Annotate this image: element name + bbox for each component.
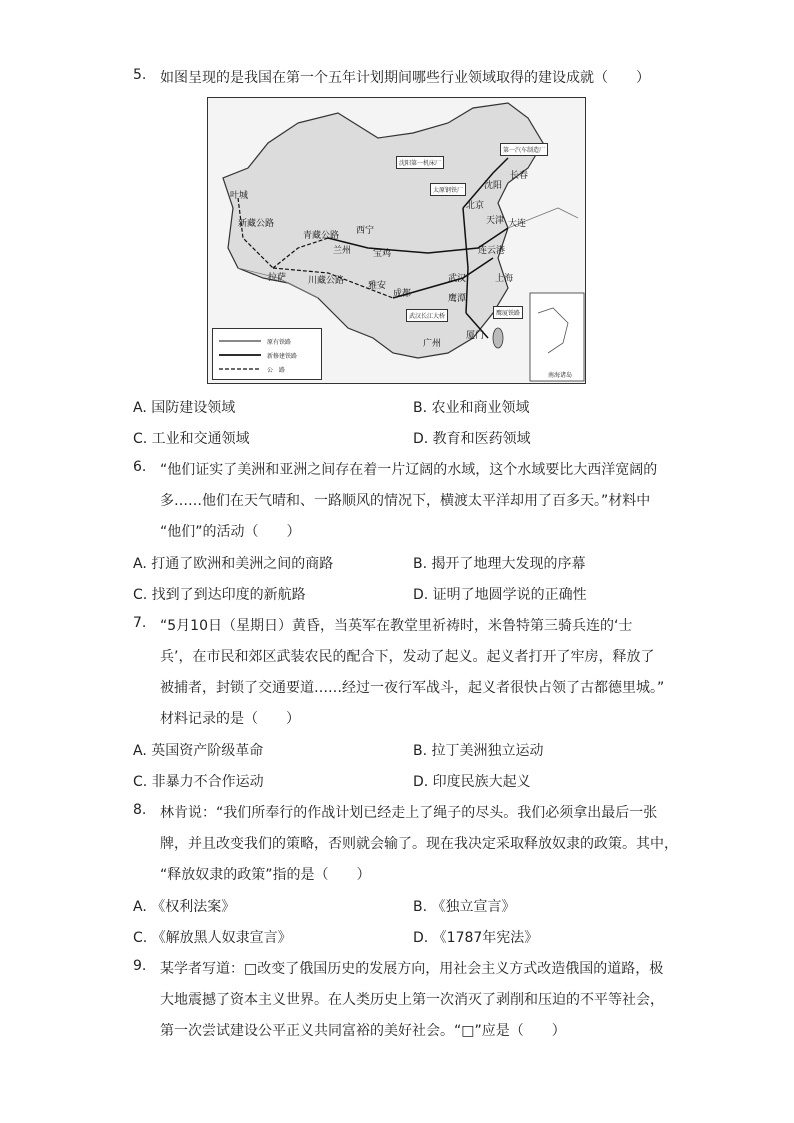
question-9-stem-line: 大地震撼了资本主义世界。在人类历史上第一次消灭了剥削和压迫的不平等社会， bbox=[160, 992, 664, 1008]
question-5-option-d[interactable]: D. 教育和医药领域 bbox=[413, 431, 531, 447]
question-6-option-c[interactable]: C. 找到了到达印度的新航路 bbox=[133, 587, 306, 603]
map-city-label: 成都 bbox=[393, 289, 412, 299]
question-7-stem-line: 材料记录的是（ ） bbox=[160, 711, 300, 727]
map-city-label: 广州 bbox=[423, 339, 442, 349]
map-factory-label: 第一汽车制造厂 bbox=[500, 143, 548, 156]
map-city-label: 武汉 bbox=[448, 274, 467, 284]
question-8-option-c[interactable]: C. 《解放黑人奴隶宣言》 bbox=[133, 930, 292, 946]
question-5-option-c[interactable]: C. 工业和交通领域 bbox=[133, 431, 250, 447]
question-6-option-a[interactable]: A. 打通了欧洲和美洲之间的商路 bbox=[133, 556, 334, 572]
legend-item: 新修建铁路 bbox=[267, 353, 298, 360]
map-factory-label: 武汉长江大桥 bbox=[406, 309, 448, 322]
question-7-stem-line: 兵’，在市民和郊区武装农民的配合下，发动了起义。起义者打开了牢房，释放了 bbox=[160, 649, 655, 665]
question-7-option-b[interactable]: B. 拉丁美洲独立运动 bbox=[413, 743, 544, 759]
map-road-label: 青藏公路 bbox=[303, 231, 340, 241]
question-7-stem-line: 被捕者，封锁了交通要道……经过一夜行军战斗，起义者很快占领了古都德里城。” bbox=[160, 680, 665, 696]
map-factory-label: 太原钢铁厂 bbox=[430, 183, 466, 196]
question-8-option-b[interactable]: B. 《独立宣言》 bbox=[413, 899, 516, 915]
legend-item: 公 路 bbox=[267, 367, 286, 374]
map-city-label: 拉萨 bbox=[268, 273, 287, 283]
map-factory-label: 鹰厦铁路 bbox=[493, 306, 523, 319]
map-city-label: 北京 bbox=[466, 201, 485, 211]
question-8-stem-line: 牌，并且改变我们的策略，否则就会输了。现在我决定采取释放奴隶的政策。其中， bbox=[160, 836, 678, 852]
question-7-number: 7. bbox=[133, 615, 147, 631]
question-8-option-a[interactable]: A. 《权利法案》 bbox=[133, 899, 236, 915]
map-city-label: 连云港 bbox=[478, 246, 506, 256]
question-7-option-a[interactable]: A. 英国资产阶级革命 bbox=[133, 743, 264, 759]
question-8-stem-line: “释放奴隶的政策”指的是（ ） bbox=[160, 867, 371, 883]
question-7-option-d[interactable]: D. 印度民族大起义 bbox=[413, 774, 531, 790]
question-9-number: 9. bbox=[133, 958, 147, 974]
map-legend bbox=[212, 328, 322, 380]
map-city-label: 叶城 bbox=[230, 191, 249, 201]
legend-item: 原有铁路 bbox=[267, 339, 292, 346]
question-6-number: 6. bbox=[133, 459, 147, 475]
question-5-stem: 如图呈现的是我国在第一个五年计划期间哪些行业领域取得的建设成就（ ） bbox=[160, 70, 650, 86]
china-map-figure bbox=[207, 97, 586, 384]
question-9-stem-line: 某学者写道：□改变了俄国历史的发展方向，用社会主义方式改造俄国的道路，极 bbox=[160, 961, 664, 977]
question-6-stem-line: 多……他们在天气晴和、一路顺风的情况下，横渡太平洋却用了百多天。”材料中 bbox=[160, 493, 651, 509]
question-6-stem-line: “他们证实了美洲和亚洲之间存在着一片辽阔的水域，这个水域要比大西洋宽阔的 bbox=[160, 462, 658, 478]
map-city-label: 西宁 bbox=[356, 226, 375, 236]
map-city-label: 长春 bbox=[510, 171, 529, 181]
question-5-number: 5. bbox=[133, 67, 147, 83]
map-city-label: 兰州 bbox=[333, 246, 352, 256]
question-8-stem-line: 林肯说：“我们所奉行的作战计划已经走上了绳子的尽头。我们必须拿出最后一张 bbox=[160, 805, 658, 821]
question-7-stem-line: “5月10日（星期日）黄昏，当英军在教堂里祈祷时，米鲁特第三骑兵连的‘士 bbox=[160, 618, 633, 634]
map-city-label: 鹰潭 bbox=[448, 294, 467, 304]
map-city-label: 天津 bbox=[486, 216, 505, 226]
map-city-label: 雅安 bbox=[368, 281, 387, 291]
map-city-label: 大连 bbox=[508, 219, 527, 229]
map-factory-label: 沈阳第一机床厂 bbox=[396, 156, 444, 169]
map-city-label: 沈阳 bbox=[484, 181, 503, 191]
map-road-label: 新藏公路 bbox=[238, 219, 275, 229]
map-city-label: 厦门 bbox=[466, 331, 485, 341]
map-inset-label: 南海诸岛 bbox=[548, 372, 573, 379]
question-6-stem-line: “他们”的活动（ ） bbox=[160, 524, 301, 540]
map-road-label: 川藏公路 bbox=[308, 276, 345, 286]
question-5-option-a[interactable]: A. 国防建设领域 bbox=[133, 400, 236, 416]
question-8-number: 8. bbox=[133, 802, 147, 818]
question-7-option-c[interactable]: C. 非暴力不合作运动 bbox=[133, 774, 264, 790]
question-6-option-b[interactable]: B. 揭开了地理大发现的序幕 bbox=[413, 556, 586, 572]
question-9-stem-line: 第一次尝试建设公平正义共同富裕的美好社会。“□”应是（ ） bbox=[160, 1023, 566, 1039]
map-city-label: 上海 bbox=[495, 274, 514, 284]
question-5-option-b[interactable]: B. 农业和商业领域 bbox=[413, 400, 530, 416]
question-6-option-d[interactable]: D. 证明了地圆学说的正确性 bbox=[413, 587, 587, 603]
map-city-label: 宝鸡 bbox=[373, 249, 392, 259]
question-8-option-d[interactable]: D. 《1787年宪法》 bbox=[413, 930, 539, 946]
